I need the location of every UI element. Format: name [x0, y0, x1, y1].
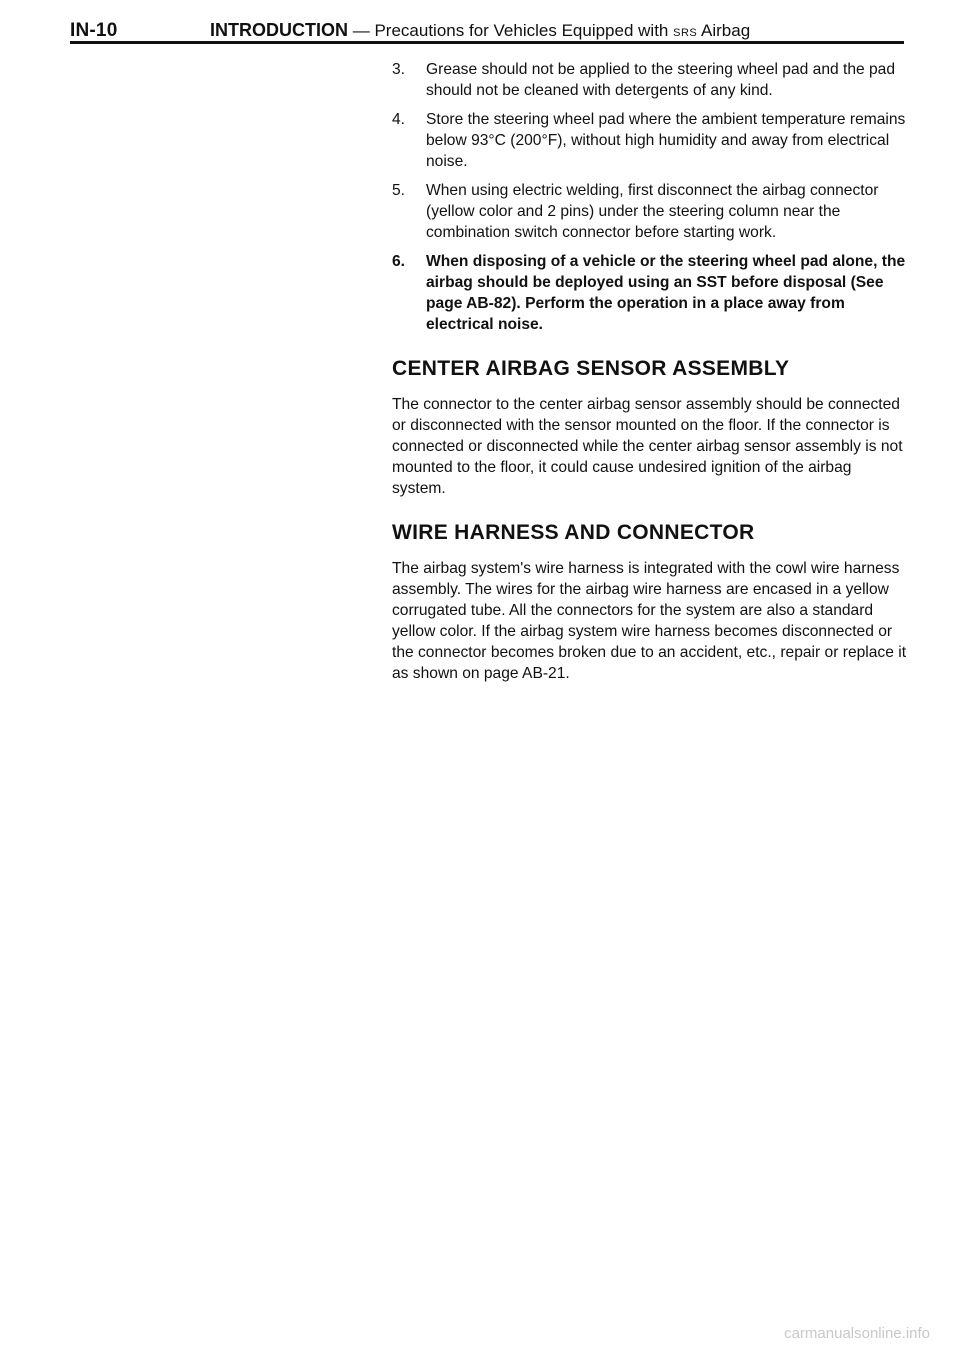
item-text: When using electric welding, first disconnect the airbag connector (yellow color and 2 pins) under the steering column near the combination switch connector before starting work.	[426, 182, 879, 241]
item-text: Store the steering wheel pad where the ambient temperature remains below 93°C (200°F), without high humidity and away from electrical noise.	[426, 111, 906, 170]
title-dash: —	[352, 21, 370, 40]
list-item	[392, 180, 907, 243]
section-heading: WIRE HARNESS AND CONNECTOR	[392, 521, 755, 544]
list-item	[392, 251, 907, 335]
header-rule	[70, 41, 904, 44]
watermark: carmanualsonline.info	[784, 1325, 930, 1342]
list-item	[392, 109, 907, 172]
item-number: 3.	[392, 61, 406, 78]
list-item	[392, 59, 907, 101]
title-airbag: Airbag	[701, 21, 751, 40]
item-text: Grease should not be applied to the steering wheel pad and the pad should not be cleaned with detergents of any kind.	[426, 61, 896, 99]
srs-label: SRS	[673, 27, 698, 39]
page-id: IN-10	[70, 20, 118, 41]
item-text: When disposing of a vehicle or the steering wheel pad alone, the airbag should be deployed using an SST before disposal (See page AB-82). Perform the operation in a place away from electrical noise.	[426, 253, 906, 333]
title-text: Precautions for Vehicles Equipped with	[374, 21, 669, 40]
item-number: 5.	[392, 182, 406, 199]
header-title	[210, 20, 750, 41]
section-heading: CENTER AIRBAG SENSOR ASSEMBLY	[392, 357, 790, 380]
item-number: 4.	[392, 111, 406, 128]
section-name: INTRODUCTION	[210, 20, 348, 40]
section-body: The airbag system's wire harness is integrated with the cowl wire harness assembly. The wires for the airbag wire harness are encased in a yellow corrugated tube. All the connectors for the system are also a standard yellow color. If the airbag system wire harness becomes disconnected or the connector becomes broken due to an accident, etc., repair or replace it as shown on page AB-21.	[392, 560, 907, 682]
item-number: 6.	[392, 253, 406, 270]
section-body: The connector to the center airbag sensor assembly should be connected or disconnected with the sensor mounted on the floor. If the connector is connected or disconnected while the center airbag sensor assembly is not mounted to the floor, it could cause undesired ignition of the airbag system.	[392, 396, 903, 497]
main-content	[392, 59, 907, 684]
